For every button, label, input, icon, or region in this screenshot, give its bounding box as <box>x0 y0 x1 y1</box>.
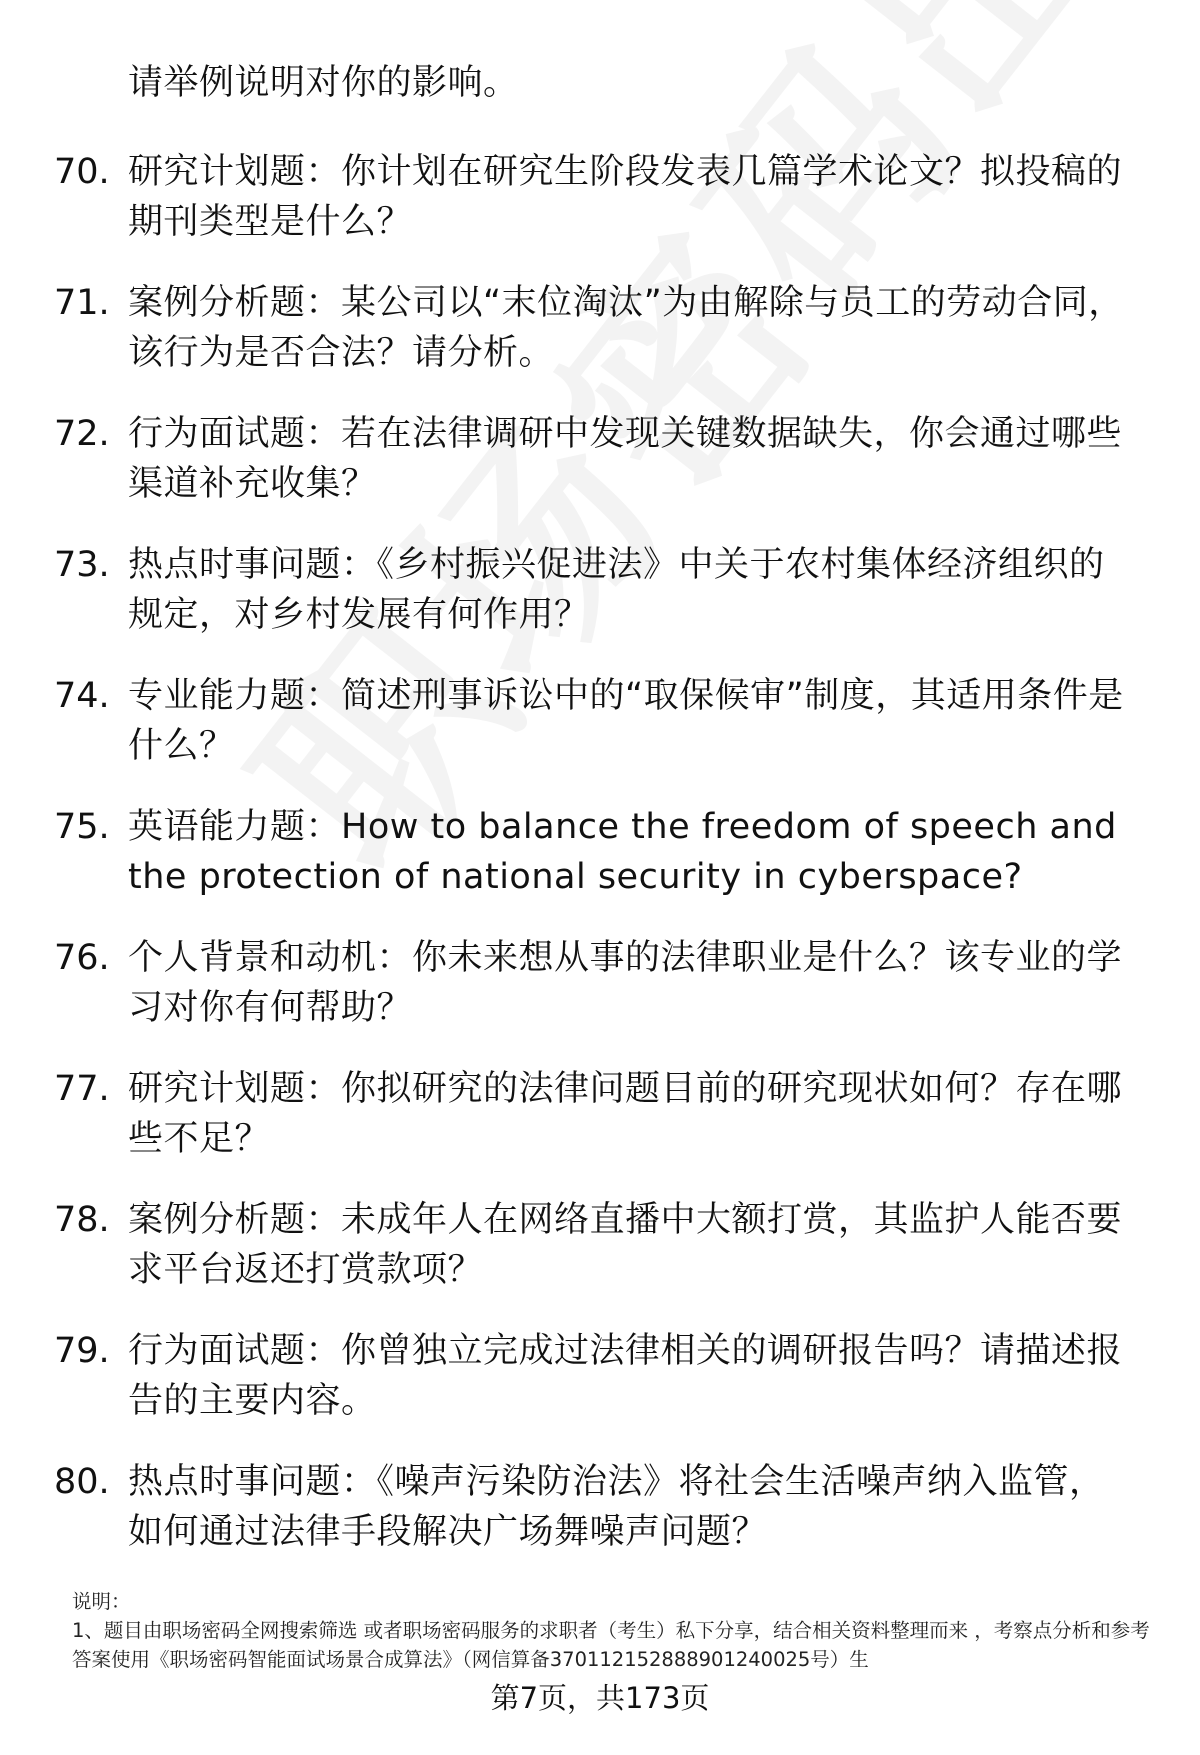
continued-question-text: 请举例说明对你的影响。 <box>128 63 519 103</box>
question-item <box>0 802 1200 933</box>
question-number: 80. <box>54 1462 110 1502</box>
question-number: 70. <box>54 152 110 192</box>
question-number: 75. <box>54 807 110 847</box>
question-text: 热点时事问题：《乡村振兴促进法》中关于农村集体经济组织的规定，对乡村发展有何作用？ <box>128 545 1105 635</box>
question-item <box>0 1064 1200 1195</box>
question-number: 78. <box>54 1200 110 1240</box>
page-number: 第7页，共173页 <box>490 1681 710 1715</box>
question-item <box>0 933 1200 1064</box>
question-text: 热点时事问题：《噪声污染防治法》将社会生活噪声纳入监管，如何通过法律手段解决广场舞噪声问题？ <box>128 1462 1105 1552</box>
question-text: 英语能力题：How to balance the freedom of speech and the protection of national security in cyberspace? <box>128 807 1117 897</box>
notes-heading: 说明： <box>72 1590 131 1613</box>
question-item <box>0 671 1200 802</box>
question-text: 研究计划题：你拟研究的法律问题目前的研究现状如何？存在哪些不足？ <box>128 1069 1123 1159</box>
question-text: 行为面试题：若在法律调研中发现关键数据缺失，你会通过哪些渠道补充收集？ <box>128 414 1123 504</box>
question-text: 研究计划题：你计划在研究生阶段发表几篇学术论文？拟投稿的期刊类型是什么？ <box>128 152 1123 242</box>
question-number: 72. <box>54 414 110 454</box>
question-item <box>0 278 1200 409</box>
question-item <box>0 540 1200 671</box>
notes-section <box>72 1587 1162 1674</box>
question-number: 77. <box>54 1069 110 1109</box>
question-text: 案例分析题：未成年人在网络直播中大额打赏，其监护人能否要求平台返还打赏款项？ <box>128 1200 1123 1290</box>
question-text: 案例分析题：某公司以“末位淘汰”为由解除与员工的劳动合同，该行为是否合法？请分析。 <box>128 283 1124 373</box>
question-number: 74. <box>54 676 110 716</box>
question-text: 专业能力题：简述刑事诉讼中的“取保候审”制度，其适用条件是什么？ <box>128 676 1124 766</box>
question-number: 79. <box>54 1331 110 1371</box>
question-number: 71. <box>54 283 110 323</box>
question-item <box>0 147 1200 278</box>
notes-line: 1、题目由职场密码全网搜索筛选 或者职场密码服务的求职者（考生）私下分享，结合相关资料整理而来 ，考察点分析和参考答案使用《职场密码智能面试场景合成算法》（网信算备37011215288890124​0025号）生 <box>72 1619 1150 1671</box>
question-item <box>0 1457 1200 1588</box>
question-list <box>0 147 1200 1588</box>
question-item <box>0 409 1200 540</box>
question-number: 76. <box>54 938 110 978</box>
question-item <box>0 1195 1200 1326</box>
question-text: 行为面试题：你曾独立完成过法律相关的调研报告吗？请描述报告的主要内容。 <box>128 1331 1123 1421</box>
question-text: 个人背景和动机：你未来想从事的法律职业是什么？该专业的学习对你有何帮助？ <box>128 938 1123 1028</box>
question-number: 73. <box>54 545 110 585</box>
page-footer <box>0 1680 1200 1716</box>
question-item <box>0 1326 1200 1457</box>
